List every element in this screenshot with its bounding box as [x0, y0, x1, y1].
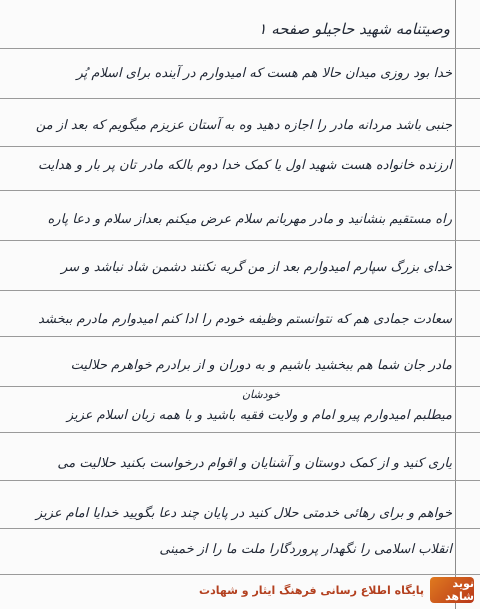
text-line: یاری کنید و از کمک دوستان و آشنایان و اقوام درخواست بکنید حلالیت می: [57, 456, 452, 471]
watermark-logo: نوید شاهد: [430, 577, 474, 603]
interlinear-note: خودشان: [241, 388, 280, 401]
ruled-line: [0, 290, 480, 291]
text-line: مادر جان شما هم ببخشید باشیم و به دوران و از برادرم خواهرم حلالیت: [70, 358, 452, 373]
text-line: راه مستقیم بنشانید و مادر مهربانم سلام عرض میکنم بعداز سلام و دعا پاره: [47, 212, 452, 227]
ruled-line: [0, 240, 480, 241]
ruled-line: [0, 528, 480, 529]
text-line: خدای بزرگ سپارم امیدوارم بعد از من گریه نکنند دشمن شاد نباشد و سر: [61, 260, 452, 275]
ruled-line: [0, 432, 480, 433]
text-line: سعادت جمادی هم که نتوانستم وظیفه خودم را ادا کنم امیدوارم مادرم ببخشد: [38, 312, 452, 327]
watermark-text: پایگاه اطلاع رسانی فرهنگ ایثار و شهادت: [199, 583, 424, 597]
text-line: خدا بود روزی میدان حالا هم هست که امیدوارم در آینده برای اسلام پُر: [76, 66, 452, 81]
ruled-line: [0, 190, 480, 191]
ruled-line: [0, 386, 480, 387]
ruled-line: [0, 336, 480, 337]
margin-line: [455, 0, 456, 609]
ruled-line: [0, 48, 480, 49]
ruled-line: [0, 98, 480, 99]
text-line: ارزنده خانواده هست شهید اول یا کمک خدا دوم بالکه مادر تان پر بار و هدایت: [37, 158, 452, 173]
watermark: [199, 577, 474, 603]
text-line: جنبی باشد مردانه مادر را اجازه دهید وه به آستان عزیزم میگویم که بعد از من: [35, 118, 452, 133]
page-header: وصیتنامه شهید حاجیلو صفحه ۱: [258, 20, 450, 38]
ruled-line: [0, 574, 480, 575]
text-line: میطلبم امیدوارم پیرو امام و ولایت فقیه باشید و با همه زبان اسلام عزیز: [66, 408, 452, 423]
text-line: انقلاب اسلامی را نگهدار پروردگارا ملت ما را از خمینی: [159, 542, 452, 557]
ruled-line: [0, 146, 480, 147]
text-line: خواهم و برای رهائی خدمتی حلال کنید در پایان چند دعا بگویید خدایا امام عزیز: [35, 506, 452, 521]
ruled-line: [0, 480, 480, 481]
